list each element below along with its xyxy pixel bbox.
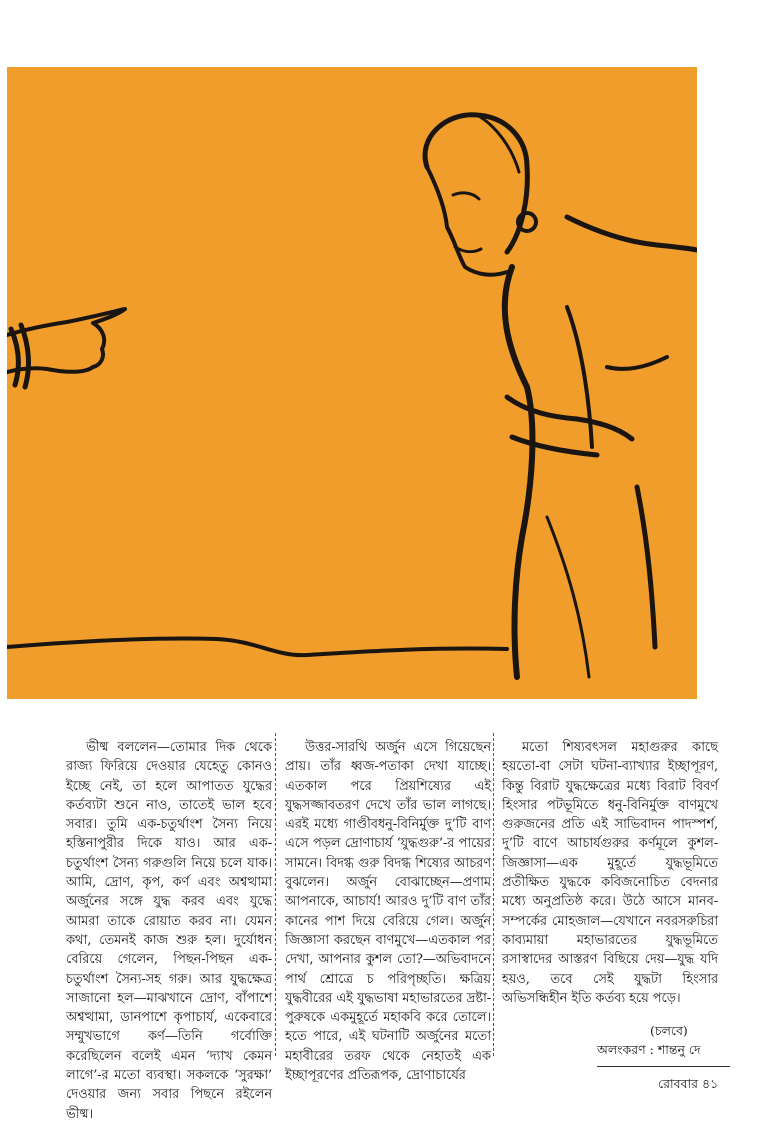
column-divider [275,733,276,1056]
to-be-continued-label: (চলবে) [650,1023,688,1038]
folio-rule [597,1066,730,1067]
hand-cuff [11,325,28,387]
column-1-text: ভীষ্ম বললেন—তোমার দিক থেকে রাজ্য ফিরিয়ে দেওয়ার যেহেতু কোনও ইচ্ছে নেই, তা হলে আপাতত যুদ্ধের কর্তব্যটা শুনে নাও, তাতেই ভাল হবে সবার। তুমি এক-চতুর্থাংশ সৈন্য নিয়ে হস্তিনাপুরীর দিকে যাও। আর এক-চতুর্থাংশ সৈন্য গরুগুলি নিয়ে চলে যাক। আমি, দ্রোণ, কৃপ, কর্ণ এবং অশ্বত্থামা অর্জুনের সঙ্গে যুদ্ধ করব এবং যুদ্ধে আমরা তাকে রোয়াত করব না। যেমন কথা, তেমনই কাজ শুরু হল। দুর্যোধন বেরিয়ে গেলেন, পিছন-পিছন এক-চতুর্থাংশ সৈন্য-সহ গরু। আর যুদ্ধক্ষেত্র সাজানো হল—মাঝখানে দ্রোণ, বাঁপাশে অশ্বত্থামা, ডানপাশে কৃপাচার্য, একেবারে সম্মুখভাগে কর্ণ—তিনি গর্বোক্তি করেছিলেন বলেই এমন ‘দ্যাখ কেমন লাগে’-র মতো ব্যবস্থা। সকলকে ‘সুরক্ষা’ দেওয়ার জন্য সবার পিছনে রইলেন ভীষ্ম। [66,740,272,1122]
article-column-1 [66,738,272,1124]
column-divider [493,733,494,1056]
figure-shoulder [567,217,697,250]
folded-arm [507,397,632,455]
figure-head [425,115,527,252]
illustration [7,67,697,699]
article-column-3 [502,738,718,1008]
column-2-text: উত্তর-সারথি অর্জুন এসে গিয়েছেন প্রায়। তাঁর ধ্বজ-পতাকা দেখা যাচ্ছে। এতকাল পরে প্রিয়শিষ্যের এই যুদ্ধসজ্জাবতরণ দেখে তাঁর ভাল লাগছে। এরই মধ্যে গাণ্ডীবধনু-বিনির্মুক্ত দু’টি বাণ এসে পড়ল দ্রোণাচার্য ‘যুদ্ধগুরু’-র পায়ের সামনে। বিদগ্ধ গুরু বিদগ্ধ শিষ্যের আচরণ বুঝলেন। অর্জুন বোঝাচ্ছেন—প্রণাম আপনাকে, আচার্য! আরও দু’টি বাণ তাঁর কানের পাশ দিয়ে বেরিয়ে গেল। অর্জুন জিজ্ঞাসা করছেন বাণমুখে—এতকাল পর দেখা, আপনার কুশল তো?—অভিবাদনে পার্থ শ্রোত্রে চ পরিপৃচ্ছতি। ক্ষত্রিয় যুদ্ধবীরের এই যুদ্ধভাষা মহাভারতের দ্রষ্টা-পুরুষকে একমুহূর্তে মহাকবি করে তোলে। হতে পারে, এই ঘটনাটি অর্জুনের মতো মহাবীরের তরফ থেকে নেহাতই এক ইচ্ছাপূরণের প্রতিরূপক, দ্রোণাচার্যের [285,740,491,1084]
column-3-text: মতো শিষ্যবৎসল মহাগুরুর কাছে হয়তো-বা সেটা ঘটনা-ব্যাখ্যার ইচ্ছাপূরণ, কিন্তু বিরাট যুদ্ধক্ষেত্রের মধ্যে বিরাট বিবর্ণ হিংসার পটভূমিতে ধনু-বিনির্মুক্ত বাণমুখে গুরুজনের প্রতি এই সাভিবাদন পাদস্পর্শ, দু’টি বাণে আচার্যগুরুর কর্ণমূলে কুশল-জিজ্ঞাসা—এক মুহূর্তে যুদ্ধভূমিতে প্রতীক্ষিত যুদ্ধকে কবিজনোচিত বেদনার মধ্যে অনুপ্রতিষ্ঠ করে। উঠে আসে মানব-সম্পর্কের মোহজাল—যেখানে নবরসরুচিরা কাব্যমায়া মহাভারতের যুদ্ধভূমিতে রসাস্বাদের আস্তরণ বিছিয়ে দেয়—যুদ্ধ যদি হয়ও, তবে সেই যুদ্ধটা হিংসার অভিসন্ধিহীন ইতি কর্তব্য হয়ে পড়ে। [502,740,718,1006]
illustration-drawing [7,67,697,699]
illustration-credit: অলংকরণ : শান্তনু দে [597,1042,701,1057]
figure-face [427,167,507,275]
article-column-2 [285,738,491,1085]
figure-back [505,267,533,677]
ground-line [7,639,507,656]
page-folio: রোববার ৪১ [658,1076,719,1091]
hair-line [477,115,519,172]
